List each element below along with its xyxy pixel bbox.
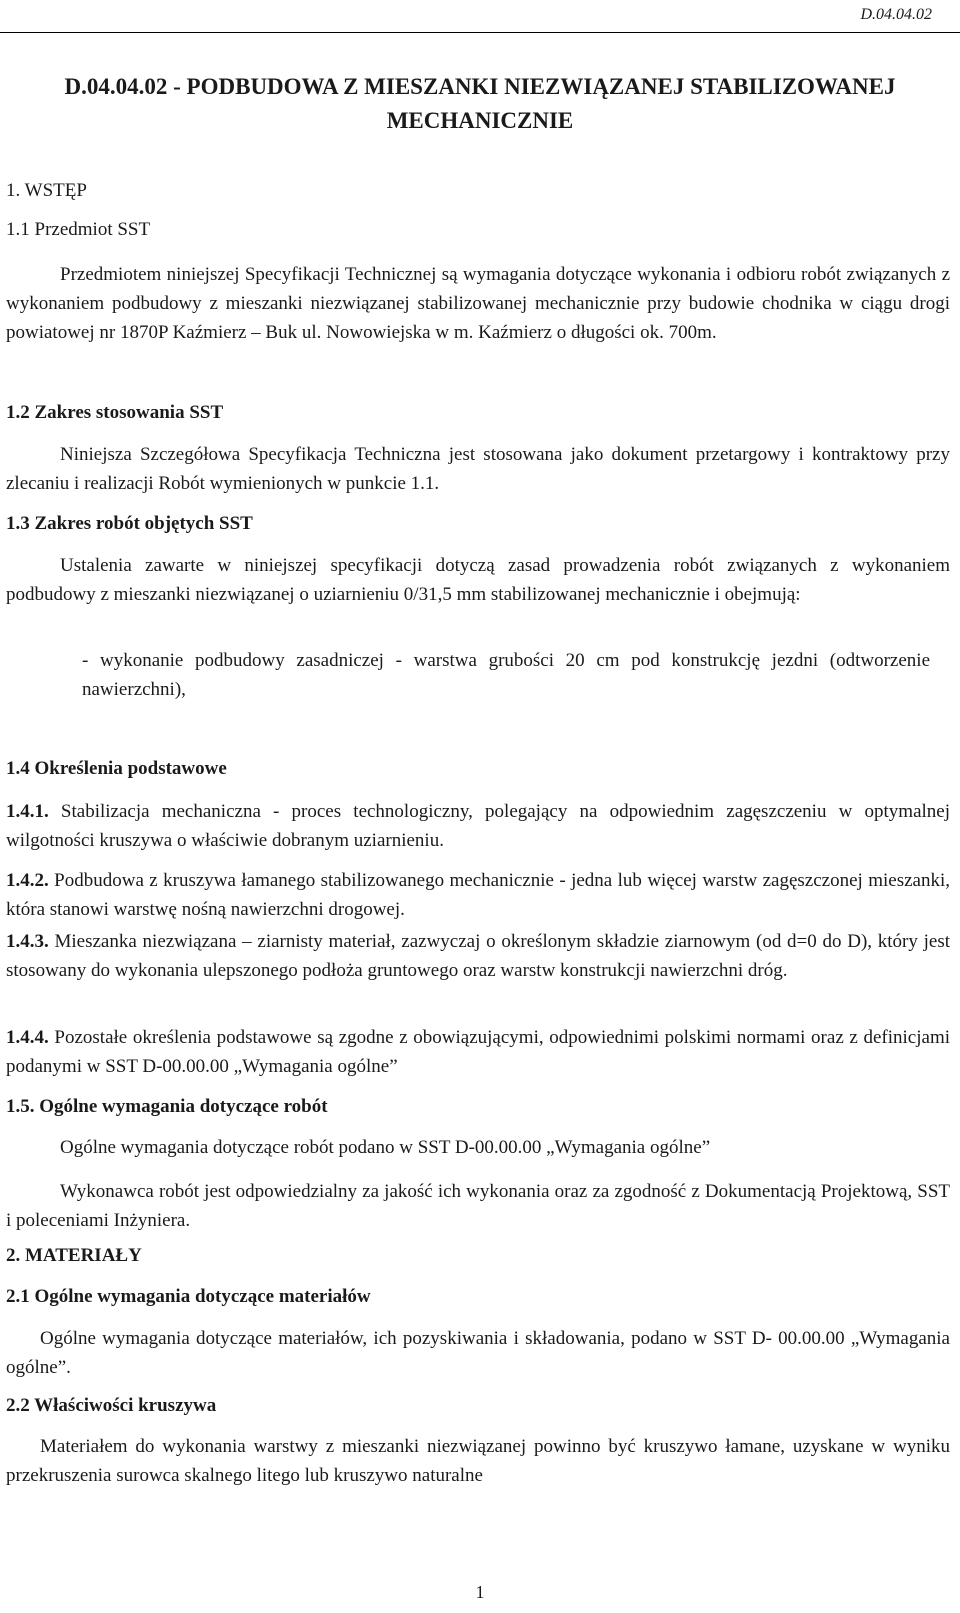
definition-number: 1.4.3. bbox=[6, 931, 49, 952]
definition-text: Stabilizacja mechaniczna - proces technologiczny, polegający na odpowiednim zagęszczeniu w optymalnej wilgotności kruszywa o właściwie dobranym uziarnieniu. bbox=[6, 801, 951, 851]
section-1-1-text: Przedmiotem niniejszej Specyfikacji Technicznej są wymagania dotyczące wykonania i odbioru robót związanych z wykonaniem podbudowy z mieszanki niezwiązanej stabilizowanej mechanicznie przy budowie chodnika w ciągu drogi powiatowej nr 1870P Kaźmierz – Buk ul. Nowowiejska w m. Kaźmierz o długości ok. 700m. bbox=[6, 264, 950, 343]
section-1-heading: 1. WSTĘP bbox=[6, 180, 87, 201]
section-1-1-heading: 1.1 Przedmiot SST bbox=[6, 219, 151, 240]
section-2-heading: 2. MATERIAŁY bbox=[6, 1245, 142, 1266]
section-1-3-bullet: - wykonanie podbudowy zasadniczej - warstwa grubości 20 cm pod konstrukcję jezdni (odtworzenie nawierzchni), bbox=[82, 650, 930, 700]
definition-number: 1.4.2. bbox=[6, 870, 49, 891]
section-1-2-text: Niniejsza Szczegółowa Specyfikacja Techniczna jest stosowana jako dokument przetargowy i kontraktowy przy zlecaniu i realizacji Robót wymienionych w punkcie 1.1. bbox=[6, 444, 950, 494]
section-1-5-p1: Ogólne wymagania dotyczące robót podano w SST D-00.00.00 „Wymagania ogólne” bbox=[60, 1137, 711, 1158]
page-number: 1 bbox=[475, 1582, 485, 1602]
definition-1-4-1 bbox=[6, 797, 950, 855]
header-code: D.04.04.02 bbox=[860, 6, 932, 23]
definition-text: Pozostałe określenia podstawowe są zgodne z obowiązującymi, odpowiednimi polskimi normami oraz z definicjami podanymi w SST D-00.00.00 „Wymagania ogólne” bbox=[6, 1027, 950, 1077]
section-2-2-text: Materiałem do wykonania warstwy z mieszanki niezwiązanej powinno być kruszywo łamane, uzyskane w wyniku przekruszenia surowca skalnego litego lub kruszywo naturalne bbox=[6, 1436, 950, 1486]
section-2-2-heading: 2.2 Właściwości kruszywa bbox=[6, 1395, 217, 1416]
section-2-1-text: Ogólne wymagania dotyczące materiałów, ich pozyskiwania i składowania, podano w SST D- 00.00.00 „Wymagania ogólne”. bbox=[6, 1328, 950, 1378]
definition-1-4-3 bbox=[6, 927, 950, 985]
header-rule bbox=[0, 32, 960, 33]
section-2-1-heading: 2.1 Ogólne wymagania dotyczące materiałów bbox=[6, 1286, 371, 1307]
definition-text: Mieszanka niezwiązana – ziarnisty materiał, zazwyczaj o określonym składzie ziarnowym (od d=0 do D), który jest stosowany do wykonania ulepszonego podłoża gruntowego oraz warstw konstrukcji nawierzchni dróg. bbox=[6, 931, 951, 981]
section-1-3-heading: 1.3 Zakres robót objętych SST bbox=[6, 513, 253, 534]
section-1-5-p2: Wykonawca robót jest odpowiedzialny za jakość ich wykonania oraz za zgodność z Dokumentacją Projektową, SST i poleceniami Inżyniera. bbox=[6, 1181, 950, 1231]
section-1-2-heading: 1.2 Zakres stosowania SST bbox=[6, 402, 224, 423]
section-1-5-heading: 1.5. Ogólne wymagania dotyczące robót bbox=[6, 1096, 328, 1117]
section-1-3-text: Ustalenia zawarte w niniejszej specyfikacji dotyczą zasad prowadzenia robót związanych z wykonaniem podbudowy z mieszanki niezwiązanej o uziarnieniu 0/31,5 mm stabilizowanej mechanicznie i obejmują: bbox=[6, 555, 950, 605]
definition-text: Podbudowa z kruszywa łamanego stabilizowanego mechanicznie - jedna lub więcej warstw zagęszczonej mieszanki, która stanowi warstwę nośną nawierzchni drogowej. bbox=[6, 870, 950, 920]
section-1-4-heading: 1.4 Określenia podstawowe bbox=[6, 758, 227, 779]
definition-number: 1.4.4. bbox=[6, 1027, 49, 1048]
definition-1-4-2 bbox=[6, 866, 950, 924]
definition-number: 1.4.1. bbox=[6, 801, 49, 822]
definition-1-4-4 bbox=[6, 1023, 950, 1081]
document-title: D.04.04.02 - PODBUDOWA Z MIESZANKI NIEZWIĄZANEJ STABILIZOWANEJ MECHANICZNIE bbox=[64, 74, 896, 133]
